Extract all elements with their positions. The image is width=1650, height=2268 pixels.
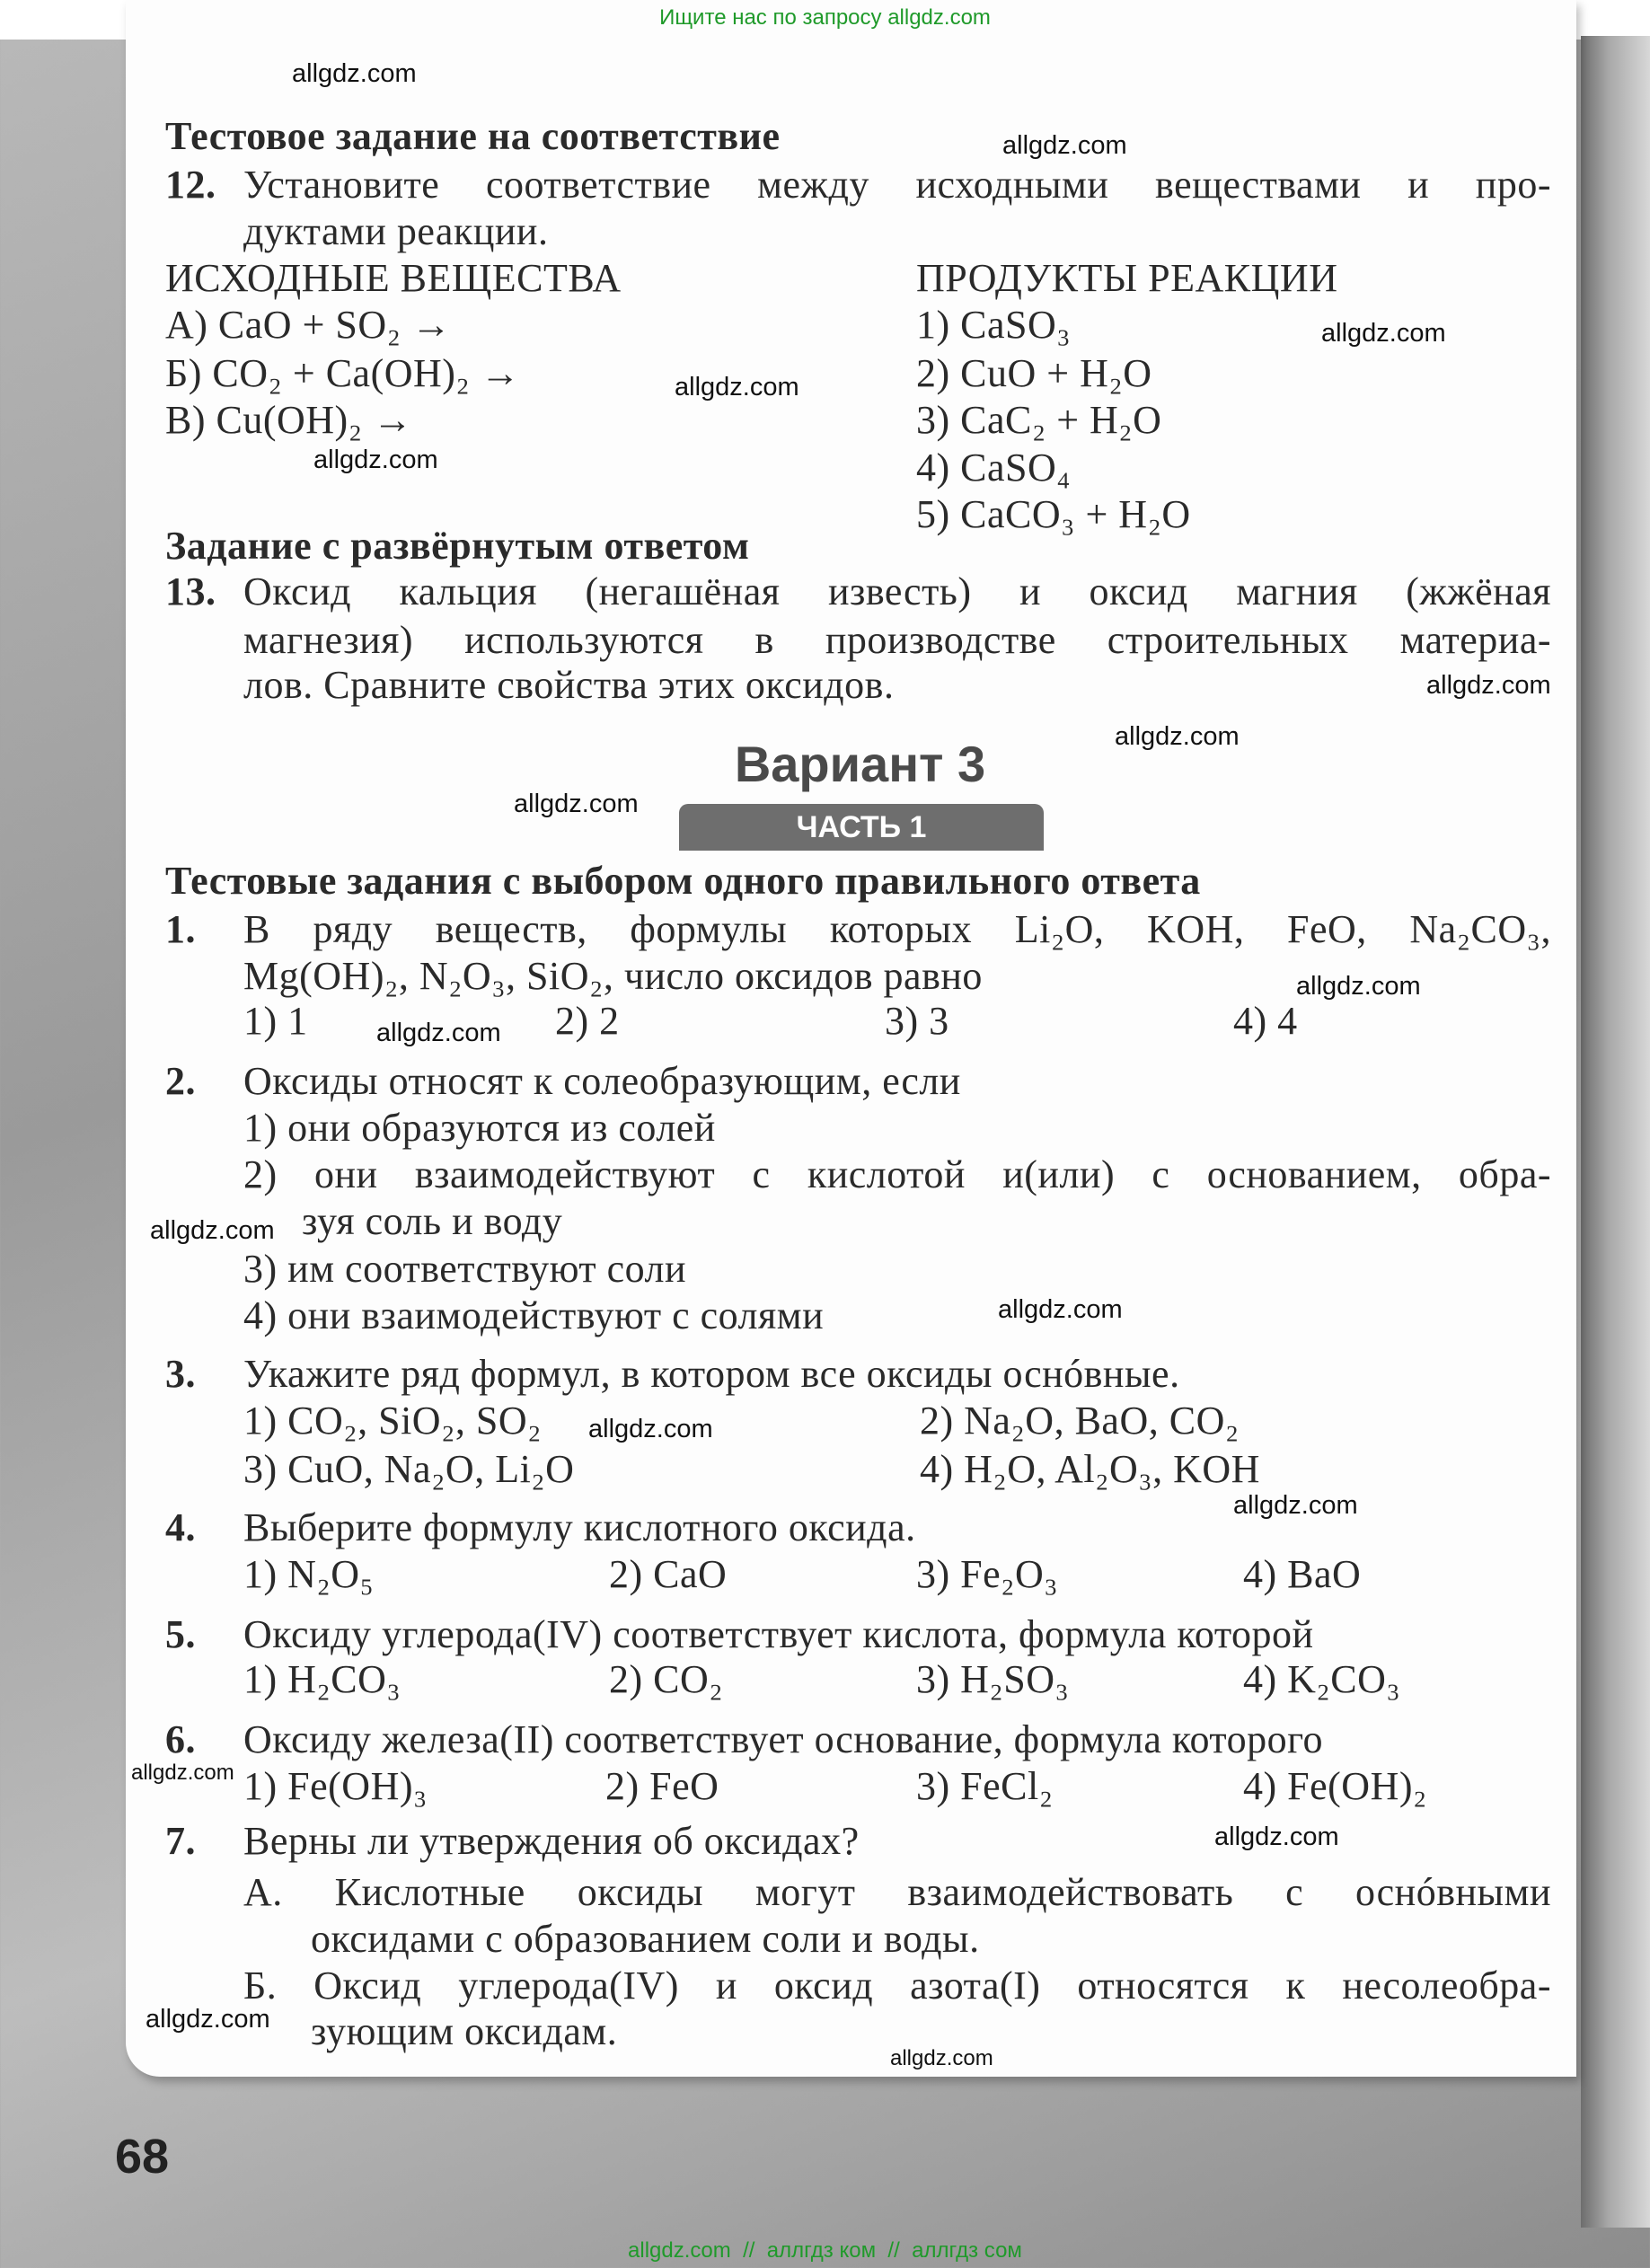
answer-option[interactable]: 1) CO₂, SiO₂, SO₂	[243, 1399, 543, 1443]
question-number: 3.	[165, 1352, 196, 1396]
variant-title: Вариант 3	[734, 736, 986, 792]
answer-option[interactable]: 4) Fe(OH)₂	[1243, 1764, 1427, 1808]
page-number: 68	[115, 2130, 170, 2184]
column-header-reactants: ИСХОДНЫЕ ВЕЩЕСТВА	[165, 256, 622, 300]
answer-option[interactable]: 2) CO₂	[609, 1657, 724, 1701]
product-item: 3) CaC₂ + H₂O	[916, 398, 1162, 442]
top-banner[interactable]: Ищите нас по запросу allgdz.com	[659, 5, 991, 30]
answer-option[interactable]: 3) FeCl₂	[916, 1764, 1054, 1808]
answer-option[interactable]: 2) 2	[555, 999, 620, 1043]
open-task-heading: Задание с развёрнутым ответом	[165, 524, 750, 568]
answer-option[interactable]: 3) Fe₂O₃	[916, 1552, 1059, 1596]
watermark: allgdz.com	[146, 2005, 270, 2034]
question-number: 4.	[165, 1505, 196, 1549]
answer-option[interactable]: 3) 3	[885, 999, 949, 1043]
product-item: 5) CaCO₃ + H₂O	[916, 492, 1191, 536]
question-text: Верны ли утверждения об оксидах?	[243, 1819, 860, 1863]
question-text: Выберите формулу кислотного оксида.	[243, 1505, 916, 1549]
answer-option[interactable]: 1) N₂O₅	[243, 1552, 375, 1596]
answer-option[interactable]: 4) 4	[1233, 999, 1298, 1043]
question-text: Оксиду железа(II) соответствует основание, формула которого	[243, 1717, 1324, 1761]
watermark: allgdz.com	[514, 790, 639, 818]
watermark: allgdz.com	[1296, 972, 1421, 1001]
answer-option[interactable]: 4) BaO	[1243, 1552, 1362, 1596]
question-number: 7.	[165, 1819, 196, 1863]
answer-option[interactable]: 4) они взаимодействуют с солями	[243, 1293, 825, 1337]
mc-heading: Тестовые задания с выбором одного правильного ответа	[165, 859, 1201, 903]
question-text: лов. Сравните свойства этих оксидов.	[243, 663, 895, 707]
watermark: allgdz.com	[376, 1019, 501, 1047]
question-text: дуктами реакции.	[243, 209, 549, 253]
part-badge: ЧАСТЬ 1	[679, 804, 1044, 851]
product-item: 2) CuO + H₂O	[916, 351, 1152, 395]
watermark: allgdz.com	[1426, 671, 1551, 700]
product-item: 4) CaSO₄	[916, 446, 1072, 490]
bottom-banner[interactable]: allgdz.com // аллгдз ком // аллгдз сом	[628, 2238, 1022, 2263]
watermark: allgdz.com	[1002, 131, 1127, 160]
question-text: В ряду веществ, формулы которых Li₂O, KOH, FeO, Na₂CO₃,	[243, 907, 1551, 951]
question-text: Оксид кальция (негашёная известь) и оксид магния (жжёная	[243, 569, 1551, 613]
question-number: 6.	[165, 1717, 196, 1761]
statement-b-continuation: зующим оксидам.	[311, 2009, 618, 2053]
reactant-item: Б) CO₂ + Ca(OH)₂ →	[165, 351, 521, 395]
question-text: магнезия) используются в производстве строительных материа-	[243, 618, 1551, 662]
answer-option[interactable]: 3) CuO, Na₂O, Li₂O	[243, 1447, 575, 1491]
column-header-products: ПРОДУКТЫ РЕАКЦИИ	[916, 256, 1338, 300]
question-number: 12.	[165, 163, 216, 207]
answer-option[interactable]: 4) K₂CO₃	[1243, 1657, 1401, 1701]
question-text: Установите соответствие между исходными веществами и про-	[243, 163, 1551, 207]
reactant-item: А) CaO + SO₂ →	[165, 303, 452, 347]
answer-option[interactable]: 2) Na₂O, BaO, CO₂	[920, 1399, 1240, 1443]
answer-option[interactable]: 1) Fe(OH)₃	[243, 1764, 428, 1808]
answer-option-continuation[interactable]: зуя соль и воду	[302, 1199, 563, 1243]
watermark: allgdz.com	[588, 1415, 713, 1443]
answer-option[interactable]: 1) 1	[243, 999, 308, 1043]
question-text: Оксиду углерода(IV) соответствует кислота, формула которой	[243, 1612, 1314, 1656]
match-task-heading: Тестовое задание на соответствие	[165, 114, 781, 158]
watermark: allgdz.com	[1214, 1822, 1339, 1851]
question-number: 1.	[165, 907, 196, 951]
reactant-item: В) Cu(OH)₂ →	[165, 398, 413, 442]
question-number: 5.	[165, 1612, 196, 1656]
statement-a-continuation: оксидами с образованием соли и воды.	[311, 1917, 980, 1961]
question-number: 2.	[165, 1059, 196, 1103]
answer-option[interactable]: 4) H₂O, Al₂O₃, KOH	[920, 1447, 1260, 1491]
answer-option[interactable]: 2) они взаимодействуют с кислотой и(или) с основанием, обра-	[243, 1152, 1551, 1196]
statement-b: Б. Оксид углерода(IV) и оксид азота(I) относятся к несолеобра-	[243, 1964, 1551, 2008]
question-text: Оксиды относят к солеобразующим, если	[243, 1059, 961, 1103]
watermark: allgdz.com	[150, 1216, 275, 1245]
book-spine-shadow	[1581, 36, 1650, 2228]
answer-option[interactable]: 2) FeO	[605, 1764, 719, 1808]
watermark: allgdz.com	[1233, 1491, 1358, 1520]
watermark: allgdz.com	[131, 1761, 234, 1785]
watermark: allgdz.com	[675, 373, 799, 402]
product-item: 1) CaSO₃	[916, 303, 1072, 347]
watermark: allgdz.com	[313, 446, 438, 474]
question-number: 13.	[165, 569, 216, 613]
watermark: allgdz.com	[998, 1295, 1123, 1324]
watermark: allgdz.com	[292, 59, 417, 88]
answer-option[interactable]: 1) H₂CO₃	[243, 1657, 401, 1701]
watermark: allgdz.com	[1321, 319, 1446, 348]
answer-option[interactable]: 2) CaO	[609, 1552, 728, 1596]
watermark: allgdz.com	[1115, 722, 1240, 751]
statement-a: А. Кислотные оксиды могут взаимодействовать с оснóвными	[243, 1870, 1551, 1914]
answer-option[interactable]: 3) им соответствуют соли	[243, 1247, 687, 1291]
question-text: Укажите ряд формул, в котором все оксиды оснóвные.	[243, 1352, 1180, 1396]
answer-option[interactable]: 3) H₂SO₃	[916, 1657, 1070, 1701]
question-text: Mg(OH)₂, N₂O₃, SiO₂, число оксидов равно	[243, 954, 983, 998]
answer-option[interactable]: 1) они образуются из солей	[243, 1106, 716, 1150]
watermark: allgdz.com	[890, 2046, 993, 2070]
